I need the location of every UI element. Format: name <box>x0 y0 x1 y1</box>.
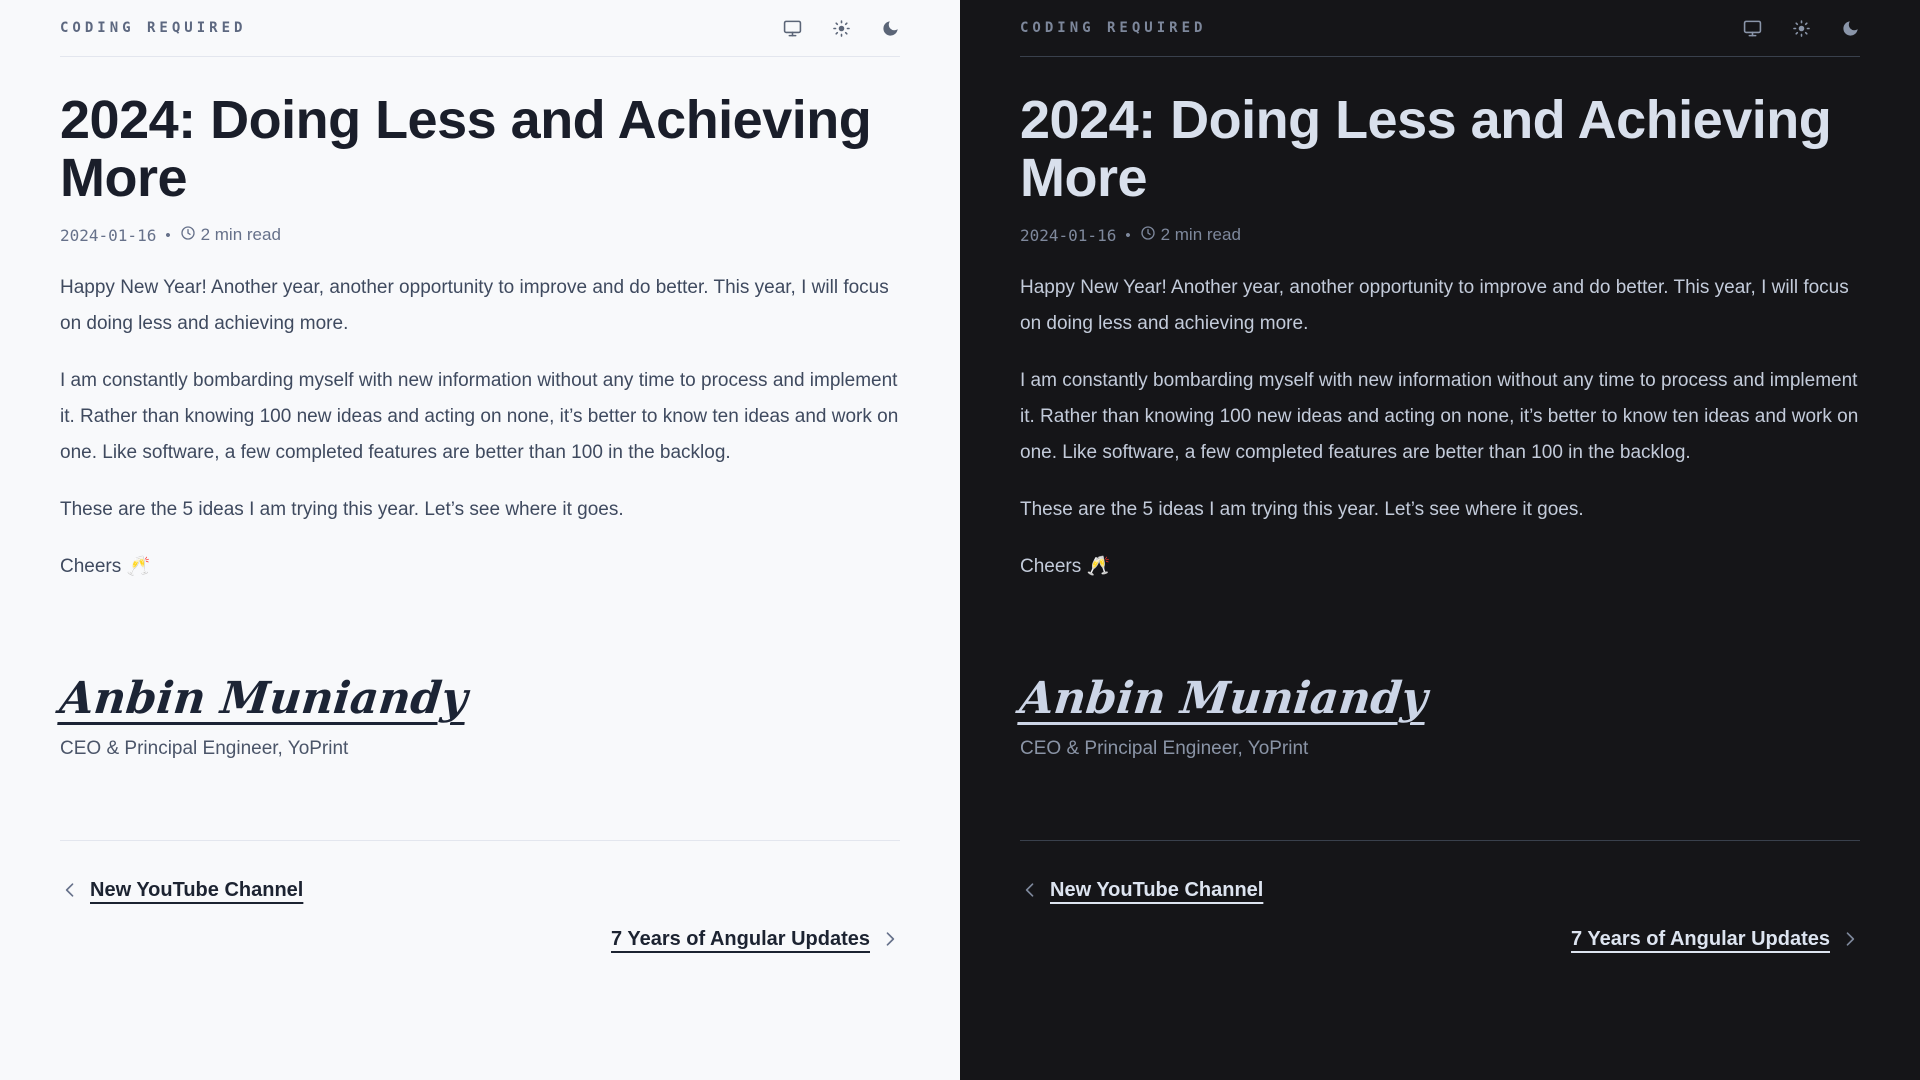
chevron-right-icon <box>1840 929 1860 949</box>
article-paragraph: These are the 5 ideas I am trying this year. Let’s see where it goes. <box>60 498 624 520</box>
theme-system-button[interactable] <box>1743 19 1762 38</box>
read-time-label: 2 min read <box>1160 225 1241 245</box>
site-header <box>1020 0 1860 57</box>
monitor-icon <box>1743 19 1762 38</box>
post-navigation <box>1020 879 1860 951</box>
signature-block <box>1017 672 1860 760</box>
moon-icon <box>1841 19 1860 38</box>
next-post-link[interactable]: 7 Years of Angular Updates <box>611 927 870 950</box>
clock-icon <box>1140 225 1156 246</box>
post-title: 2024: Doing Less and Achieving More <box>60 90 872 209</box>
theme-light-button[interactable] <box>1792 19 1811 38</box>
content-divider <box>60 840 900 841</box>
read-time <box>1140 225 1241 246</box>
sun-icon <box>1792 19 1811 38</box>
next-post-link[interactable]: 7 Years of Angular Updates <box>1571 927 1830 950</box>
post-navigation <box>60 879 900 951</box>
chevron-left-icon <box>1020 880 1040 900</box>
meta-separator: • <box>165 226 171 244</box>
read-time <box>180 225 281 246</box>
sun-icon <box>832 19 851 38</box>
chevron-left-icon <box>60 880 80 900</box>
site-header <box>60 0 900 57</box>
prev-post-link[interactable]: New YouTube Channel <box>90 878 304 901</box>
site-brand-link[interactable]: CODING REQUIRED <box>1020 20 1207 36</box>
theme-light-button[interactable] <box>832 19 851 38</box>
article-paragraph: I am constantly bombarding myself with new information without any time to process and implement it. Rather than knowing 100 new ideas and acting on none, it’s better to know ten ideas and work on one. Like software, a few completed features are better than 100 in the backlog. <box>1020 369 1859 463</box>
author-signature-link[interactable]: Anbin Muniandy <box>57 672 470 724</box>
article-paragraph: Cheers 🥂 <box>60 555 151 577</box>
author-role: CEO & Principal Engineer, YoPrint <box>60 737 349 759</box>
monitor-icon <box>783 19 802 38</box>
article-body <box>1020 270 1860 585</box>
theme-switcher <box>783 19 900 38</box>
article-paragraph: I am constantly bombarding myself with new information without any time to process and implement it. Rather than knowing 100 new ideas and acting on none, it’s better to know ten ideas and work on one. Like software, a few completed features are better than 100 in the backlog. <box>60 369 899 463</box>
meta-separator: • <box>1125 226 1131 244</box>
post-date: 2024-01-16 <box>60 225 157 245</box>
clock-icon <box>180 225 196 246</box>
dark-mode-panel <box>960 0 1920 1080</box>
prev-post-row <box>1020 879 1860 902</box>
article-paragraph: Happy New Year! Another year, another opportunity to improve and do better. This year, I will focus on doing less and achieving more. <box>1020 276 1849 334</box>
theme-dark-button[interactable] <box>1841 19 1860 38</box>
article-paragraph: Cheers 🥂 <box>1020 555 1111 577</box>
prev-post-row <box>60 879 900 902</box>
signature-block <box>57 672 900 760</box>
author-role: CEO & Principal Engineer, YoPrint <box>1020 737 1309 759</box>
post-meta <box>1020 225 1860 246</box>
site-brand-link[interactable]: CODING REQUIRED <box>60 20 247 36</box>
prev-post-link[interactable]: New YouTube Channel <box>1050 878 1264 901</box>
post-date: 2024-01-16 <box>1020 225 1117 245</box>
read-time-label: 2 min read <box>200 225 281 245</box>
post-meta <box>60 225 900 246</box>
content-divider <box>1020 840 1860 841</box>
chevron-right-icon <box>880 929 900 949</box>
theme-system-button[interactable] <box>783 19 802 38</box>
next-post-row <box>60 928 900 951</box>
article-paragraph: Happy New Year! Another year, another opportunity to improve and do better. This year, I will focus on doing less and achieving more. <box>60 276 889 334</box>
author-signature-link[interactable]: Anbin Muniandy <box>1017 672 1430 724</box>
post-title: 2024: Doing Less and Achieving More <box>1020 90 1832 209</box>
theme-dark-button[interactable] <box>881 19 900 38</box>
article-body <box>60 270 900 585</box>
moon-icon <box>881 19 900 38</box>
next-post-row <box>1020 928 1860 951</box>
article-paragraph: These are the 5 ideas I am trying this year. Let’s see where it goes. <box>1020 498 1584 520</box>
theme-switcher <box>1743 19 1860 38</box>
